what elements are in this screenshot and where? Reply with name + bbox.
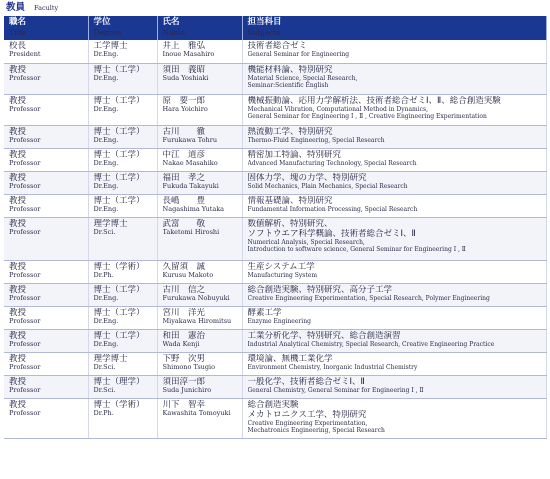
name-jp: 福田 孝之 xyxy=(162,172,206,183)
title-jp: 教授 xyxy=(9,353,27,364)
name-cell xyxy=(157,125,242,148)
degree-jp: 博士（工学） xyxy=(93,149,145,160)
title-jp: 教授 xyxy=(9,284,27,295)
title-jp: 教授 xyxy=(9,399,27,410)
title-jp: 教授 xyxy=(9,218,27,229)
subject-en: Fundamental Information Processing, Special Research xyxy=(247,205,418,213)
name-en: Kawashita Tomoyuki xyxy=(162,409,231,417)
subject-en: Introduction to software science, General Seminar for Engineering Ⅰ , Ⅱ xyxy=(247,245,466,253)
subjects-cell xyxy=(242,94,546,125)
degree-cell xyxy=(88,260,157,283)
degree-en: Dr.Sci. xyxy=(93,228,116,236)
degree-jp: 博士（学術） xyxy=(93,261,145,272)
name-en: Suda Yoshiaki xyxy=(162,74,209,82)
title-cell xyxy=(4,148,88,171)
name-cell xyxy=(157,352,242,375)
title-en: Professor xyxy=(9,340,41,348)
subject-jp: 情報基礎論、特別研究 xyxy=(247,195,333,206)
title-cell xyxy=(4,194,88,217)
degree-en: Dr.Ph. xyxy=(93,271,114,279)
subject-jp: 機械振動論、応用力学解析法、技術者総合ゼミⅠ、Ⅱ、総合創造実験 xyxy=(247,95,501,106)
degree-jp: 博士（工学） xyxy=(93,330,145,341)
subject-en: Environment Chemistry, Inorganic Industrial Chemistry xyxy=(247,363,418,371)
degree-en: Dr.Sci. xyxy=(93,363,116,371)
degree-en: Dr.Eng. xyxy=(93,105,119,113)
title-cell xyxy=(4,63,88,94)
table-row xyxy=(4,94,546,125)
subjects-cell xyxy=(242,329,546,352)
degree-en: Dr.Eng. xyxy=(93,159,119,167)
degree-en: Dr.Eng. xyxy=(93,205,119,213)
subject-en: Manufacturing System xyxy=(247,271,318,279)
name-jp: 中江 道彦 xyxy=(162,149,206,160)
table-row xyxy=(4,194,546,217)
subject-jp: 固体力学、塊の力学、特別研究 xyxy=(247,172,367,183)
name-jp: 和田 憲治 xyxy=(162,330,206,341)
name-en: Inoue Masahiro xyxy=(162,51,215,58)
subject-en: Seminar:Scientific English xyxy=(247,81,329,89)
subject-jp: 環境論、無機工業化学 xyxy=(247,353,333,364)
subject-jp: 精密加工特論、特別研究 xyxy=(247,149,342,160)
name-jp: 長嶋 豊 xyxy=(162,195,206,206)
subject-en: Enzyme Engineering xyxy=(247,317,311,325)
title-cell xyxy=(4,352,88,375)
degree-cell xyxy=(88,217,157,260)
table-row xyxy=(4,125,546,148)
title-cell xyxy=(4,306,88,329)
title-en: Professor xyxy=(9,386,41,394)
subject-en: Creative Engineering Experimentation, Special Research, Polymer Engineering xyxy=(247,294,490,302)
table-row xyxy=(4,63,546,94)
degree-jp: 博士（工学） xyxy=(93,64,145,75)
name-en: Miyakawa Hiromitsu xyxy=(162,317,232,325)
degree-en: Dr.Eng. xyxy=(93,136,119,144)
degree-en: Dr.Eng. xyxy=(93,51,119,58)
subject-jp: 工業分析化学、特別研究、総合創造演習 xyxy=(247,330,401,341)
name-en: Hara Yoichiro xyxy=(162,105,208,113)
table-row xyxy=(4,260,546,283)
degree-jp: 理学博士 xyxy=(93,218,128,229)
degree-en: Dr.Eng. xyxy=(93,294,119,302)
degree-cell xyxy=(88,94,157,125)
name-cell xyxy=(157,398,242,438)
degree-cell xyxy=(88,40,157,63)
degree-cell xyxy=(88,171,157,194)
name-en: Shimono Tsugio xyxy=(162,363,215,371)
subject-jp: 熱流動工学、特別研究 xyxy=(247,126,333,137)
degree-en: Dr.Eng. xyxy=(93,74,119,82)
degree-cell xyxy=(88,125,157,148)
title-en: Professor xyxy=(9,317,41,325)
title-cell xyxy=(4,283,88,306)
name-en: Nagashima Yutaka xyxy=(162,205,225,213)
degree-jp: 工学博士 xyxy=(93,41,128,51)
table-row xyxy=(4,352,546,375)
subjects-cell xyxy=(242,171,546,194)
table-row xyxy=(4,171,546,194)
degree-cell xyxy=(88,398,157,438)
title-en: Professor xyxy=(9,105,41,113)
column-header-title: 職名 Title xyxy=(4,16,88,40)
name-jp: 川下 智幸 xyxy=(162,399,206,410)
name-cell xyxy=(157,63,242,94)
name-jp: 下野 次男 xyxy=(162,353,206,364)
title-jp: 教授 xyxy=(9,149,27,160)
subjects-cell xyxy=(242,63,546,94)
title-jp: 教授 xyxy=(9,330,27,341)
title-en: Professor xyxy=(9,409,41,417)
name-jp: 古川 徹 xyxy=(162,126,206,137)
degree-cell xyxy=(88,306,157,329)
subject-jp: 技術者総合ゼミ xyxy=(247,41,308,51)
name-en: Wada Kenji xyxy=(162,340,200,348)
degree-en: Dr.Sci. xyxy=(93,386,116,394)
table-header xyxy=(4,16,546,40)
degree-cell xyxy=(88,375,157,398)
name-jp: 原 要一郎 xyxy=(162,95,206,106)
title-en: Professor xyxy=(9,363,41,371)
subject-en: Advanced Manufacturing Technology, Special Research xyxy=(247,159,417,167)
table-row xyxy=(4,217,546,260)
table-row xyxy=(4,398,546,438)
degree-jp: 理学博士 xyxy=(93,353,128,364)
degree-cell xyxy=(88,63,157,94)
subject-en: Material Science, Special Research, xyxy=(247,74,358,82)
name-cell xyxy=(157,171,242,194)
subject-en: Numerical Analysis, Special Research, xyxy=(247,238,365,246)
subject-en: Industrial Analytical Chemistry, Special Research, Creative Engineering Practice xyxy=(247,340,495,348)
title-jp: 校長 xyxy=(9,41,27,51)
title-en: Professor xyxy=(9,136,41,144)
subject-jp: 数値解析、特別研究、 xyxy=(247,218,333,229)
title-cell xyxy=(4,375,88,398)
table-row xyxy=(4,329,546,352)
title-jp: 教授 xyxy=(9,172,27,183)
degree-jp: 博士（工学） xyxy=(93,172,145,183)
degree-jp: 博士（工学） xyxy=(93,126,145,137)
title-en: Professor xyxy=(9,182,41,190)
subjects-cell xyxy=(242,148,546,171)
title-en: Professor xyxy=(9,205,41,213)
degree-en: Dr.Eng. xyxy=(93,340,119,348)
degree-jp: 博士（工学） xyxy=(93,307,145,318)
name-cell xyxy=(157,94,242,125)
section-heading xyxy=(6,1,58,14)
title-jp: 教授 xyxy=(9,376,27,387)
subject-en: General Seminar for Engineering xyxy=(247,51,350,58)
title-jp: 教授 xyxy=(9,126,27,137)
subject-en: Creative Engineering Experimentation, xyxy=(247,419,368,427)
title-en: Professor xyxy=(9,271,41,279)
degree-cell xyxy=(88,283,157,306)
subjects-cell xyxy=(242,40,546,63)
title-cell xyxy=(4,40,88,63)
name-cell xyxy=(157,217,242,260)
title-jp: 教授 xyxy=(9,261,27,272)
subject-en: General Seminar for Engineering Ⅰ , Ⅱ , Creative Engineering Experimentation xyxy=(247,112,487,120)
subject-jp: メカトロニクス工学、特別研究 xyxy=(247,409,367,420)
table-row xyxy=(4,375,546,398)
name-cell xyxy=(157,148,242,171)
name-en: Fukuda Takayuki xyxy=(162,182,219,190)
table-row xyxy=(4,148,546,171)
table-row xyxy=(4,40,546,63)
subjects-cell xyxy=(242,194,546,217)
subject-en: Thermo-Fluid Engineering, Special Research xyxy=(247,136,385,144)
heading-jp: 教員 xyxy=(6,2,26,13)
column-header-subjects: 担当科目 Subjects xyxy=(242,16,546,40)
name-en: Kurusu Makoto xyxy=(162,271,214,279)
name-jp: 井上 雅弘 xyxy=(162,41,206,51)
title-cell xyxy=(4,398,88,438)
name-jp: 古川 信之 xyxy=(162,284,206,295)
subject-en: General Chemistry, General Seminar for Engineering Ⅰ , Ⅱ xyxy=(247,386,424,394)
name-cell xyxy=(157,194,242,217)
subject-en: Mechanical Vibration, Computational Method in Dynamics, xyxy=(247,105,429,113)
subjects-cell xyxy=(242,125,546,148)
subject-en: Solid Mechanics, Plain Mechanics, Special Research xyxy=(247,182,408,190)
degree-jp: 博士（工学） xyxy=(93,95,145,106)
degree-jp: 博士（工学） xyxy=(93,195,145,206)
heading-en: Faculty xyxy=(34,4,59,12)
subjects-cell xyxy=(242,398,546,438)
subjects-cell xyxy=(242,217,546,260)
name-en: Furukawa Nobuyuki xyxy=(162,294,230,302)
title-jp: 教授 xyxy=(9,64,27,75)
name-cell xyxy=(157,306,242,329)
degree-en: Dr.Eng. xyxy=(93,317,119,325)
degree-en: Dr.Ph. xyxy=(93,409,114,417)
title-jp: 教授 xyxy=(9,195,27,206)
title-en: Professor xyxy=(9,159,41,167)
faculty-table xyxy=(4,16,547,439)
subject-jp: 生産システム工学 xyxy=(247,261,315,272)
subject-jp: 一般化学、技術者総合ゼミⅠ、Ⅱ xyxy=(247,376,365,387)
degree-cell xyxy=(88,194,157,217)
table-row xyxy=(4,306,546,329)
title-cell xyxy=(4,94,88,125)
subjects-cell xyxy=(242,260,546,283)
title-cell xyxy=(4,217,88,260)
name-jp: 久留須 誠 xyxy=(162,261,206,272)
degree-cell xyxy=(88,352,157,375)
subjects-cell xyxy=(242,352,546,375)
degree-cell xyxy=(88,148,157,171)
name-cell xyxy=(157,375,242,398)
column-header-degree: 学位 Degree xyxy=(88,16,157,40)
subject-jp: 総合創造実験 xyxy=(247,399,299,410)
title-en: Professor xyxy=(9,228,41,236)
title-jp: 教授 xyxy=(9,307,27,318)
title-en: President xyxy=(9,51,41,58)
subject-jp: 総合創造実験、特別研究、高分子工学 xyxy=(247,284,393,295)
title-cell xyxy=(4,329,88,352)
name-cell xyxy=(157,329,242,352)
name-cell xyxy=(157,260,242,283)
name-en: Taketomi Hiroshi xyxy=(162,228,220,236)
title-en: Professor xyxy=(9,294,41,302)
title-en: Professor xyxy=(9,74,41,82)
name-en: Furukawa Tohru xyxy=(162,136,218,144)
degree-jp: 博士（工学） xyxy=(93,284,145,295)
degree-jp: 博士（学術） xyxy=(93,399,145,410)
name-cell xyxy=(157,283,242,306)
degree-en: Dr.Eng. xyxy=(93,182,119,190)
name-jp: 須田 義昭 xyxy=(162,64,206,75)
subjects-cell xyxy=(242,306,546,329)
name-jp: 宮川 洋光 xyxy=(162,307,206,318)
name-en: Suda Junichiro xyxy=(162,386,212,394)
name-cell xyxy=(157,40,242,63)
name-jp: 武富 敬 xyxy=(162,218,206,229)
subject-jp: 機能材料論、特別研究 xyxy=(247,64,333,75)
title-jp: 教授 xyxy=(9,95,27,106)
column-header-name: 氏名 Name xyxy=(157,16,242,40)
title-cell xyxy=(4,260,88,283)
subject-jp: ソフトウエア科学概論、技術者総合ゼミⅠ、Ⅱ xyxy=(247,228,416,239)
subject-jp: 酵素工学 xyxy=(247,307,282,318)
table-row xyxy=(4,283,546,306)
subjects-cell xyxy=(242,375,546,398)
title-cell xyxy=(4,171,88,194)
degree-cell xyxy=(88,329,157,352)
title-cell xyxy=(4,125,88,148)
name-en: Nakae Masahiko xyxy=(162,159,218,167)
subject-en: Mechatronics Engineering, Special Research xyxy=(247,426,385,434)
degree-jp: 博士（理学） xyxy=(93,376,145,387)
table-body xyxy=(4,40,546,438)
name-jp: 須田淳一郎 xyxy=(162,376,206,387)
subjects-cell xyxy=(242,283,546,306)
